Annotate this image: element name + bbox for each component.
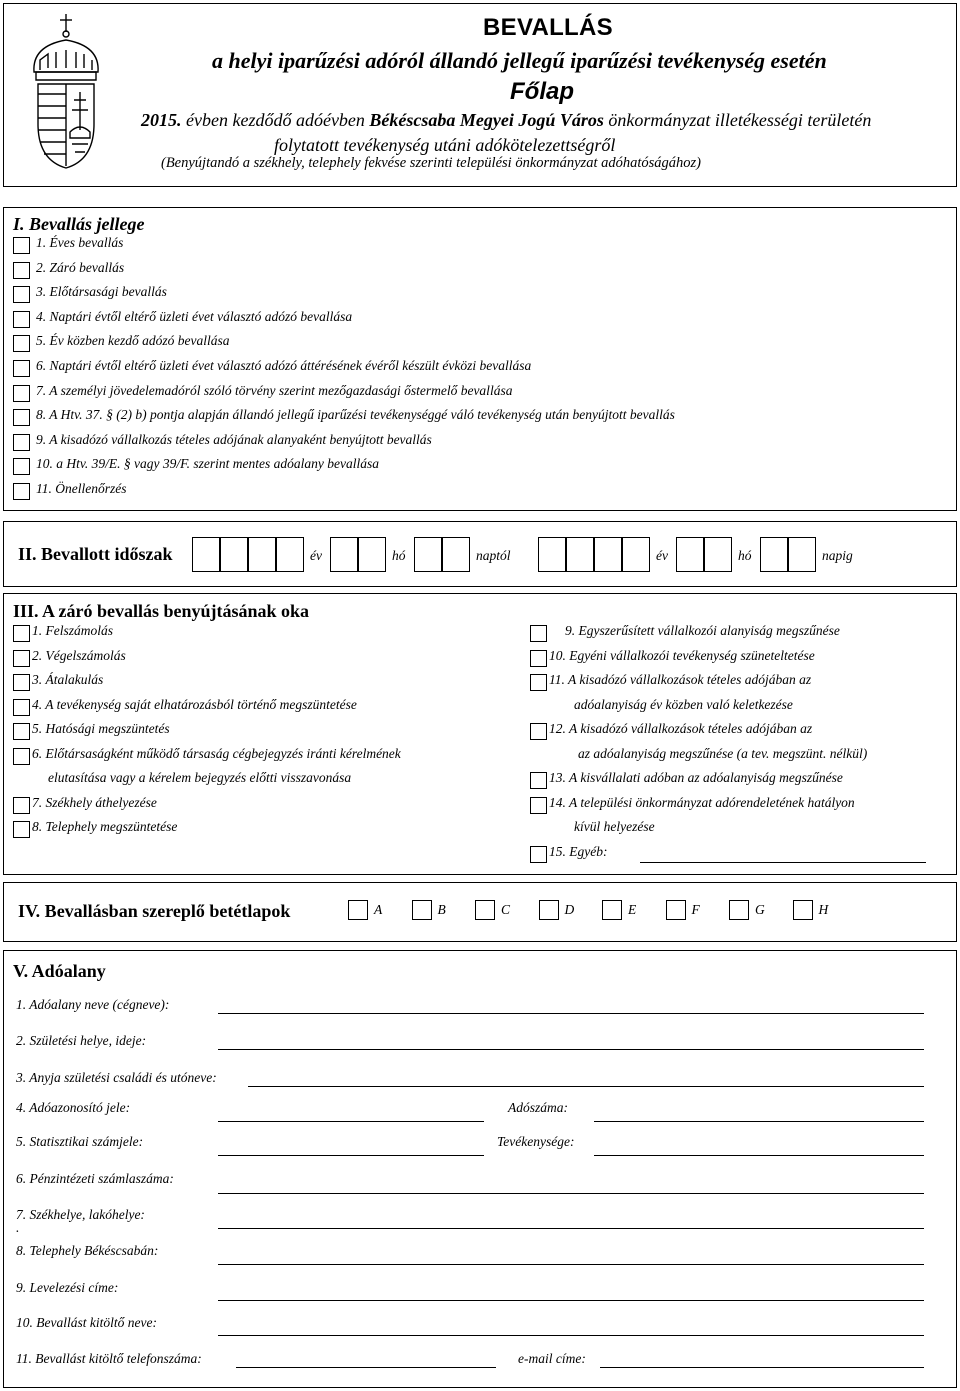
period-digit-cell[interactable]: [566, 537, 594, 572]
activity-label: Tevékenysége:: [497, 1134, 575, 1149]
headquarters-label: 7. Székhelye, lakóhelye:: [16, 1207, 145, 1222]
period-digit-cell[interactable]: [704, 537, 732, 572]
section-3-title: III. A záró bevallás benyújtásának oka: [13, 601, 310, 621]
type-checkbox[interactable]: [13, 262, 30, 279]
reason-checkbox[interactable]: [530, 674, 547, 691]
form-title: BEVALLÁS: [483, 14, 613, 41]
filler-name-field[interactable]: [218, 1335, 924, 1336]
period-digit-cell[interactable]: [760, 537, 788, 572]
form-subtitle: a helyi iparűzési adóról állandó jellegű iparűzési tevékenység esetén: [212, 48, 827, 73]
type-checkbox[interactable]: [13, 409, 30, 426]
period-ho-label: hó: [392, 548, 406, 563]
reason-checkbox[interactable]: [13, 797, 30, 814]
reason-label: kívül helyezése: [574, 819, 655, 834]
header-line3: (Benyújtandó a székhely, telephely fekvése szerinti települési önkormányzat adóhatóságához): [161, 155, 701, 171]
attachment-checkbox[interactable]: [729, 900, 749, 920]
period-digit-cell[interactable]: [220, 537, 248, 572]
email-field[interactable]: [600, 1367, 924, 1368]
attachment-letter: F: [691, 902, 700, 917]
period-naptol-label: naptól: [476, 548, 511, 563]
taxpayer-name-label: 1. Adóalany neve (cégneve):: [16, 997, 170, 1012]
attachment-checkbox[interactable]: [602, 900, 622, 920]
period-digit-cell[interactable]: [330, 537, 358, 572]
type-checkbox[interactable]: [13, 335, 30, 352]
type-option-label: 4. Naptári évtől eltérő üzleti évet választó adózó bevallása: [36, 308, 353, 324]
city-text: Békéscsaba Megyei Jogú Város: [369, 110, 604, 130]
period-ev2-label: év: [656, 548, 668, 563]
period-digit-cell[interactable]: [788, 537, 816, 572]
birth-place-date-field[interactable]: [218, 1049, 924, 1050]
site-field[interactable]: [218, 1264, 924, 1265]
tax-id-label: 4. Adóazonosító jele:: [16, 1100, 131, 1115]
attachment-checkbox[interactable]: [539, 900, 559, 920]
type-checkbox[interactable]: [13, 311, 30, 328]
type-option-label: 2. Záró bevallás: [36, 259, 125, 275]
attachment-checkbox[interactable]: [348, 900, 368, 920]
filler-phone-field[interactable]: [236, 1367, 496, 1368]
type-checkbox[interactable]: [13, 286, 30, 303]
type-checkbox[interactable]: [13, 434, 30, 451]
reason-checkbox[interactable]: [13, 699, 30, 716]
tax-id-field[interactable]: [218, 1121, 484, 1122]
reason-checkbox[interactable]: [13, 650, 30, 667]
period-napig-label: napig: [822, 548, 853, 563]
period-digit-cell[interactable]: [248, 537, 276, 572]
type-option-label: 5. Év közben kezdő adózó bevallása: [36, 333, 230, 349]
tax-number-field[interactable]: [594, 1121, 924, 1122]
period-digit-cell[interactable]: [414, 537, 442, 572]
reason-label: 7. Székhely áthelyezése: [32, 795, 157, 810]
reason-checkbox[interactable]: [13, 674, 30, 691]
reason-checkbox[interactable]: [530, 723, 547, 740]
reason-checkbox[interactable]: [13, 748, 30, 765]
period-digit-cell[interactable]: [358, 537, 386, 572]
headquarters-field[interactable]: [218, 1228, 924, 1229]
reason-label: elutasítása vagy a kérelem bejegyzés előtti visszavonása: [48, 770, 352, 785]
section-2-title: II. Bevallott időszak: [18, 544, 173, 564]
reason-label: 13. A kisvállalati adóban az adóalanyiság megszűnése: [549, 770, 843, 785]
stat-number-field[interactable]: [218, 1155, 484, 1156]
other-reason-line: [640, 862, 926, 863]
year-text: 2015.: [141, 110, 182, 130]
reason-checkbox[interactable]: [530, 797, 547, 814]
type-checkbox[interactable]: [13, 237, 30, 254]
reason-label: 2. Végelszámolás: [32, 648, 126, 663]
activity-field[interactable]: [594, 1155, 924, 1156]
type-checkbox[interactable]: [13, 385, 30, 402]
mailing-address-label: 9. Levelezési címe:: [16, 1280, 119, 1295]
type-checkbox[interactable]: [13, 360, 30, 377]
period-digit-cell[interactable]: [594, 537, 622, 572]
section-1-title: I. Bevallás jellege: [13, 214, 145, 234]
reason-label: 10. Egyéni vállalkozói tevékenység szüneteltetése: [549, 648, 815, 663]
reason-label: 12. A kisadózó vállalkozások tételes adójában az: [549, 721, 813, 736]
mailing-address-field[interactable]: [218, 1300, 924, 1301]
attachment-letter: H: [818, 902, 829, 917]
taxpayer-name-field[interactable]: [218, 1013, 924, 1014]
reason-label: 4. A tevékenység saját elhatározásból történő megszüntetése: [32, 697, 357, 712]
reason-label: az adóalanyiság megszűnése (a tev. megszünt. nélkül): [578, 746, 868, 761]
type-checkbox[interactable]: [13, 458, 30, 475]
period-ev-label: év: [310, 548, 322, 563]
attachment-checkbox[interactable]: [412, 900, 432, 920]
reason-checkbox[interactable]: [530, 650, 547, 667]
type-option-label: 10. a Htv. 39/E. § vagy 39/F. szerint mentes adóalany bevallása: [36, 456, 379, 472]
email-label: e-mail címe:: [518, 1351, 586, 1366]
attachment-checkbox[interactable]: [793, 900, 813, 920]
period-digit-cell[interactable]: [538, 537, 566, 572]
reason-checkbox[interactable]: [530, 846, 547, 863]
attachment-checkbox[interactable]: [475, 900, 495, 920]
reason-label: 3. Átalakulás: [32, 672, 104, 687]
section-5-title: V. Adóalany: [13, 961, 106, 981]
reason-label: 14. A települési önkormányzat adórendeletének hatályon: [549, 795, 855, 810]
period-digit-cell[interactable]: [276, 537, 304, 572]
reason-label: adóalanyiság év közben való keletkezése: [574, 697, 793, 712]
type-option-label: 9. A kisadózó vállalkozás tételes adójának alanyaként benyújtott bevallás: [36, 431, 432, 447]
type-checkbox[interactable]: [13, 483, 30, 500]
attachment-letter: G: [755, 902, 765, 917]
bank-account-label: 6. Pénzintézeti számlaszáma:: [16, 1171, 174, 1186]
attachment-letter: A: [374, 902, 383, 917]
period-digit-cell[interactable]: [192, 537, 220, 572]
attachment-letter: C: [501, 902, 511, 917]
type-option-label: 11. Önellenőrzés: [36, 481, 127, 496]
header-line1: [141, 110, 871, 131]
reason-label: 6. Előtársaságként működő társaság cégbejegyzés iránti kérelmének: [32, 746, 401, 761]
section-4-title: IV. Bevallásban szereplő betétlapok: [18, 901, 291, 921]
header-line2: folytatott tevékenység utáni adókötelezettségről: [274, 135, 616, 155]
type-option-label: 1. Éves bevallás: [36, 235, 124, 250]
reason-label: 5. Hatósági megszüntetés: [32, 721, 170, 736]
reason-checkbox[interactable]: [13, 625, 30, 642]
type-option-label: 7. A személyi jövedelemadóról szóló törvény szerint mezőgazdasági őstermelő bevallása: [36, 382, 513, 398]
type-option-label: 8. A Htv. 37. § (2) b) pontja alapján állandó jellegű iparűzési tevékenységgé váló tevékenység után benyújtott bevallás: [36, 407, 675, 423]
reason-checkbox[interactable]: [13, 821, 30, 838]
period-digit-cell[interactable]: [442, 537, 470, 572]
sheet-name: Főlap: [510, 78, 574, 105]
attachment-checkbox[interactable]: [666, 900, 686, 920]
filler-phone-label: 11. Bevallást kitöltő telefonszáma:: [16, 1351, 202, 1366]
reason-label: 9. Egyszerűsített vállalkozói alanyiság megszűnése: [565, 623, 840, 638]
reason-label: 11. A kisadózó vállalkozások tételes adójában az: [549, 672, 812, 687]
reason-checkbox[interactable]: [530, 772, 547, 789]
site-label: 8. Telephely Békéscsabán:: [16, 1243, 159, 1258]
period-ho2-label: hó: [738, 548, 752, 563]
period-digit-cell[interactable]: [622, 537, 650, 572]
coat-of-arms-icon: [26, 12, 106, 172]
period-digit-cell[interactable]: [676, 537, 704, 572]
attachment-letter: D: [564, 902, 575, 917]
attachment-letter: B: [437, 902, 446, 917]
header-line1-end: önkormányzat illetékességi területén: [603, 110, 872, 130]
birth-place-date-label: 2. Születési helye, ideje:: [16, 1033, 147, 1048]
stat-number-label: 5. Statisztikai számjele:: [16, 1134, 144, 1149]
type-option-label: 3. Előtársasági bevallás: [36, 284, 167, 300]
reason-label: 8. Telephely megszüntetése: [32, 819, 178, 834]
attachment-letter: E: [628, 902, 637, 917]
bank-account-field[interactable]: [218, 1193, 924, 1194]
reason-checkbox[interactable]: [530, 625, 547, 642]
filler-name-label: 10. Bevallást kitöltő neve:: [16, 1315, 157, 1330]
headquarters-dot: .: [16, 1220, 20, 1235]
tax-number-label: Adószáma:: [508, 1100, 568, 1115]
reason-label: 1. Felszámolás: [32, 623, 113, 638]
reason-checkbox[interactable]: [13, 723, 30, 740]
mother-name-label: 3. Anyja születési családi és utóneve:: [16, 1070, 217, 1085]
header-line1-mid: évben kezdődő adóévben: [181, 110, 370, 130]
type-option-label: 6. Naptári évtől eltérő üzleti évet választó adózó áttérésének évéről készült évközi bevallása: [36, 358, 532, 373]
mother-name-field[interactable]: [248, 1086, 924, 1087]
reason-label: 15. Egyéb:: [549, 844, 608, 859]
